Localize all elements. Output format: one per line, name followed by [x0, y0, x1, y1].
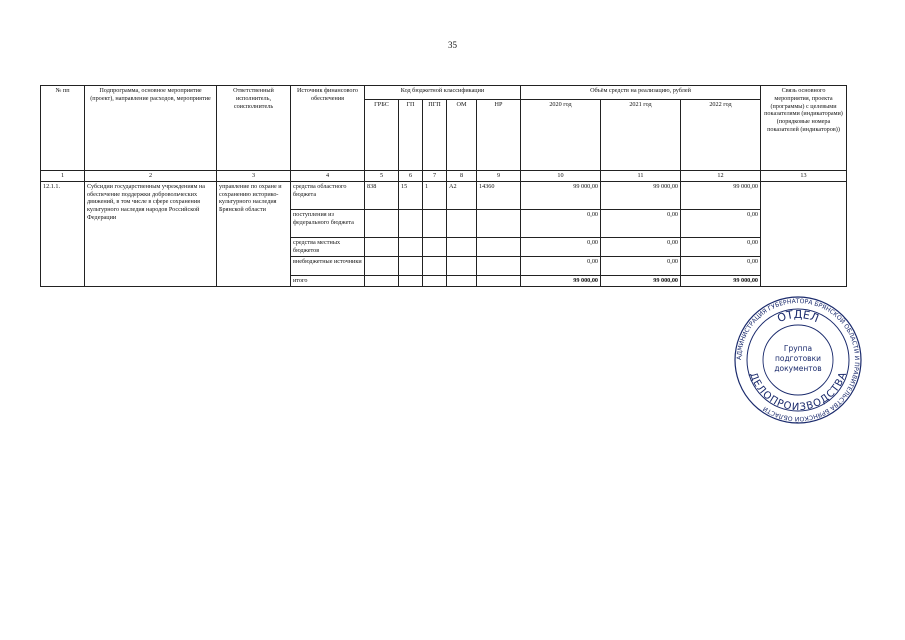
total-2021: 99 000,00 [601, 275, 681, 286]
source-cell: итого [291, 275, 365, 286]
header-pgp: ПГП [423, 100, 447, 171]
header-funding: Объём средств на реализацию, рублей [521, 86, 761, 100]
value-2020: 0,00 [521, 256, 601, 275]
stamp-center-line: документов [774, 364, 822, 373]
pgp-cell [423, 237, 447, 256]
om-cell: А2 [447, 181, 477, 209]
grbs-cell: 838 [365, 181, 399, 209]
header-om: ОМ [447, 100, 477, 171]
total-2022: 99 000,00 [681, 275, 761, 286]
gp-cell [399, 256, 423, 275]
value-2022: 0,00 [681, 256, 761, 275]
gp-cell [399, 275, 423, 286]
value-2021: 0,00 [601, 209, 681, 237]
column-number: 9 [477, 171, 521, 182]
nr-cell: 14360 [477, 181, 521, 209]
department-stamp [734, 296, 862, 424]
source-cell: средства местных бюджетов [291, 237, 365, 256]
gp-cell [399, 237, 423, 256]
header-executor: Ответственный исполнитель, соисполнитель [217, 86, 291, 171]
source-cell: средства областного бюджета [291, 181, 365, 209]
stamp-outer-arc: АДМИНИСТРАЦИЯ ГУБЕРНАТОРА БРЯНСКОЙ ОБЛАСТИ И ПРАВИТЕЛЬСТВА БРЯНСКОЙ ОБЛАСТИ [735, 297, 861, 423]
grbs-cell [365, 275, 399, 286]
value-2022: 0,00 [681, 209, 761, 237]
header-source: Источник финансового обеспечения [291, 86, 365, 171]
gp-cell [399, 209, 423, 237]
nr-cell [477, 237, 521, 256]
column-number: 2 [85, 171, 217, 182]
value-2020: 0,00 [521, 237, 601, 256]
value-2020: 0,00 [521, 209, 601, 237]
header-num: № пп [41, 86, 85, 171]
header-grbs: ГРБС [365, 100, 399, 171]
entry-subprogram: Субсидии государственным учреждениям на обеспечение поддержки добровольческих движений, в том числе в сфере сохранения культурного наследия народов Российской Федерации [85, 181, 217, 286]
source-cell: поступления из федерального бюджета [291, 209, 365, 237]
stamp-center-line: подготовки [775, 354, 821, 363]
om-cell [447, 209, 477, 237]
header-2022: 2022 год [681, 100, 761, 171]
gp-cell: 15 [399, 181, 423, 209]
pgp-cell: 1 [423, 181, 447, 209]
grbs-cell [365, 256, 399, 275]
column-number: 6 [399, 171, 423, 182]
source-cell: внебюджетные источники [291, 256, 365, 275]
value-2021: 99 000,00 [601, 181, 681, 209]
column-number: 1 [41, 171, 85, 182]
pgp-cell [423, 275, 447, 286]
header-2020: 2020 год [521, 100, 601, 171]
column-number: 10 [521, 171, 601, 182]
stamp-top-arc: ОТДЕЛ [775, 307, 821, 326]
column-number: 5 [365, 171, 399, 182]
om-cell [447, 275, 477, 286]
header-budget-code: Код бюджетной классификации [365, 86, 521, 100]
header-nr: НР [477, 100, 521, 171]
value-2021: 0,00 [601, 256, 681, 275]
entry-number: 12.1.1. [41, 181, 85, 286]
nr-cell [477, 256, 521, 275]
header-2021: 2021 год [601, 100, 681, 171]
grbs-cell [365, 237, 399, 256]
pgp-cell [423, 209, 447, 237]
value-2022: 99 000,00 [681, 181, 761, 209]
column-number: 11 [601, 171, 681, 182]
column-number: 13 [761, 171, 847, 182]
entry-executor: управление по охране и сохранению историко-культурного наследия Брянской области [217, 181, 291, 286]
link-cell [761, 181, 847, 286]
header-subprogram: Подпрограмма, основное мероприятие (проект), направление расходов, мероприятие [85, 86, 217, 171]
stamp-top-text [775, 308, 820, 325]
value-2022: 0,00 [681, 237, 761, 256]
column-number-row [41, 171, 847, 182]
budget-table [40, 85, 847, 287]
column-number: 12 [681, 171, 761, 182]
value-2020: 99 000,00 [521, 181, 601, 209]
grbs-cell [365, 209, 399, 237]
column-number: 8 [447, 171, 477, 182]
header-gp: ГП [399, 100, 423, 171]
column-number: 4 [291, 171, 365, 182]
column-number: 7 [423, 171, 447, 182]
nr-cell [477, 209, 521, 237]
header-link: Связь основного мероприятия, проекта (программы) с целевыми показателями (индикаторами) (порядковые номера показателей (индикаторов)) [761, 86, 847, 171]
om-cell [447, 237, 477, 256]
nr-cell [477, 275, 521, 286]
stamp-center-line: Группа [783, 344, 813, 353]
table-row [41, 181, 847, 209]
pgp-cell [423, 256, 447, 275]
value-2021: 0,00 [601, 237, 681, 256]
stamp-bottom-arc: ДЕЛОПРОИЗВОДСТВА [746, 371, 850, 414]
total-2020: 99 000,00 [521, 275, 601, 286]
page-number: 35 [448, 40, 457, 50]
om-cell [447, 256, 477, 275]
column-number: 3 [217, 171, 291, 182]
